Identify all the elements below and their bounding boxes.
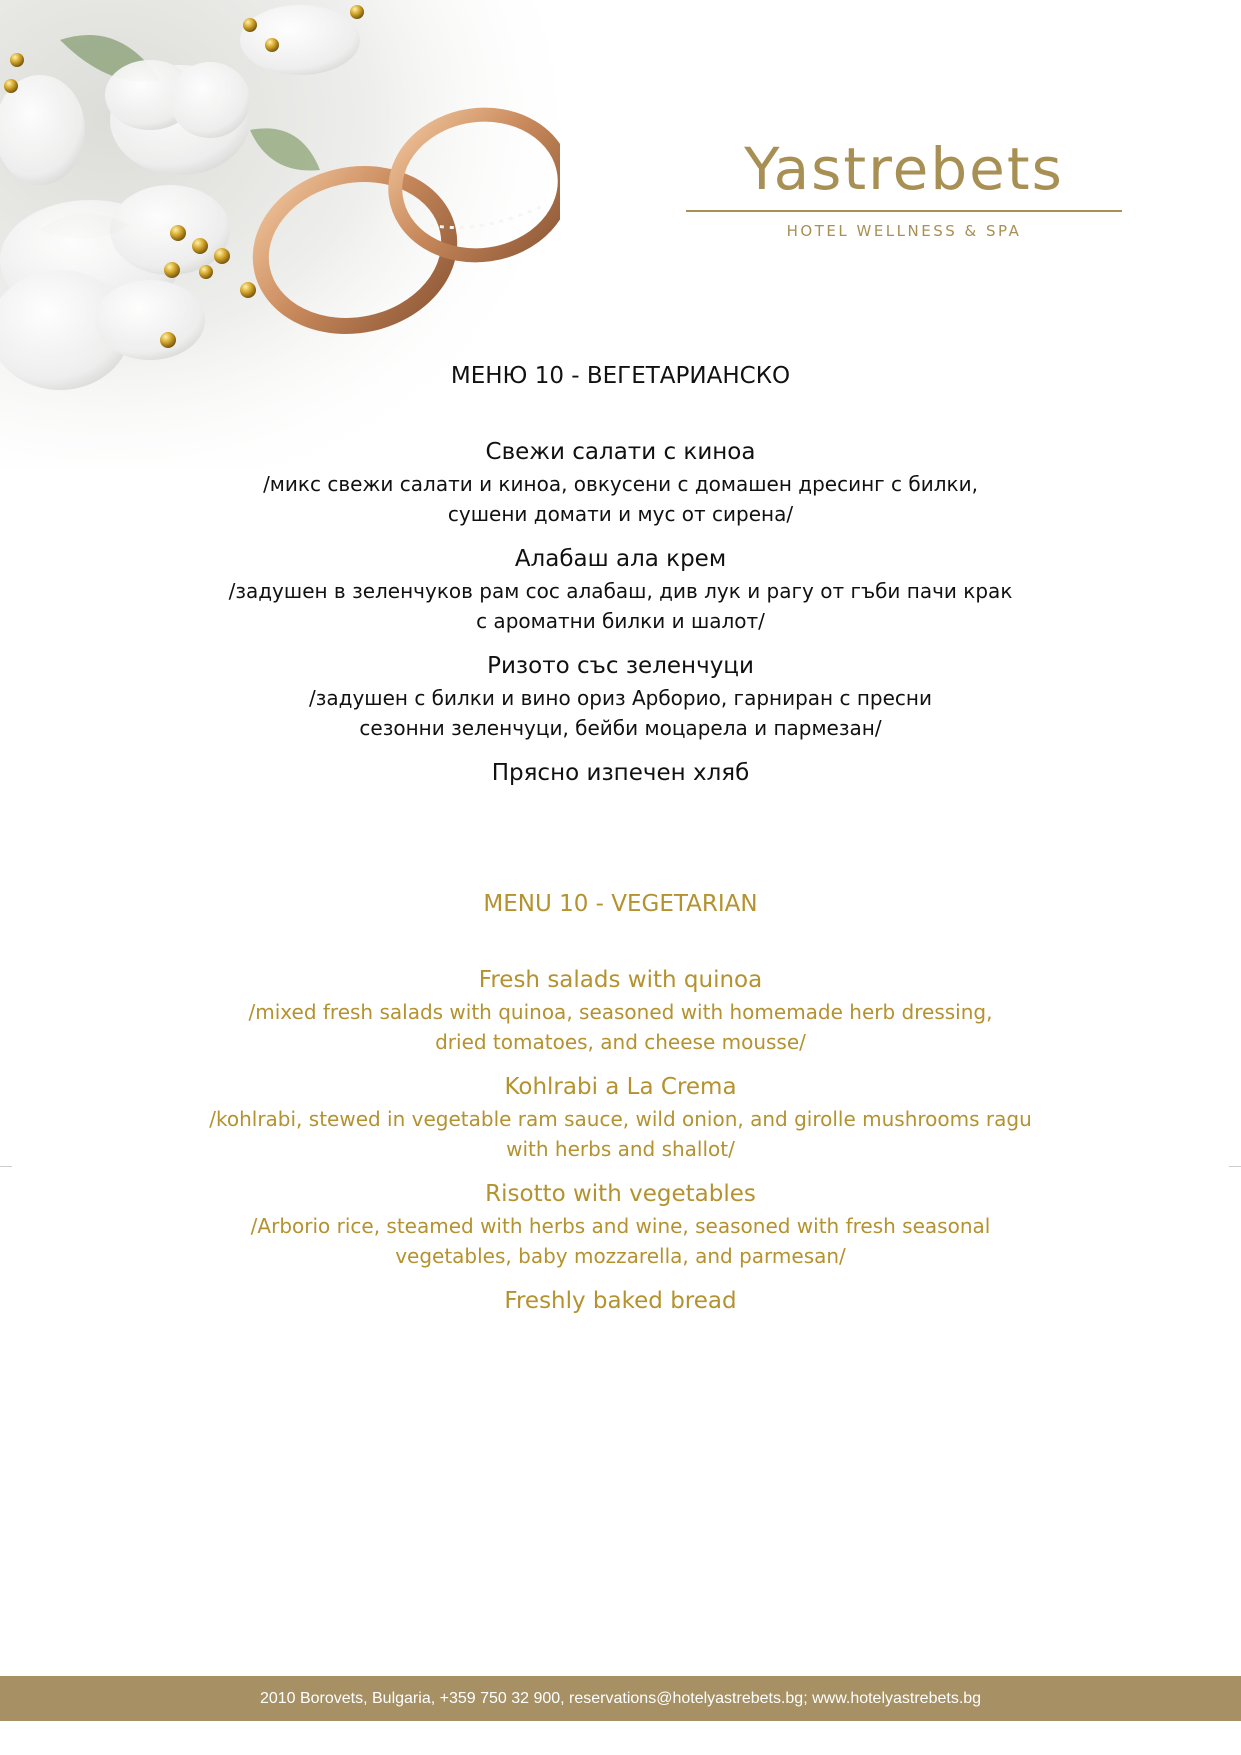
dish-description: /задушен с билки и вино ориз Арборио, гарниран с пресни	[309, 686, 932, 710]
footer-contact-bar: 2010 Borovets, Bulgaria, +359 750 32 900, reservations@hotelyastrebets.bg; www.hotelyastrebets.bg	[0, 1676, 1241, 1721]
dish-name: Прясно изпечен хляб	[491, 760, 750, 786]
crop-mark-left	[0, 1166, 12, 1167]
dish-name: Kohlrabi a La Crema	[504, 1074, 737, 1100]
menu-item	[0, 963, 1241, 1057]
dish-description: с ароматни билки и шалот/	[476, 609, 765, 633]
dish-description: сезонни зеленчуци, бейби моцарела и пармезан/	[359, 716, 882, 740]
dish-name: Алабаш ала крем	[514, 546, 727, 572]
logo-divider	[686, 210, 1122, 212]
menu-item	[0, 542, 1241, 636]
dish-description: dried tomatoes, and cheese mousse/	[435, 1030, 806, 1054]
dish-description: /kohlrabi, stewed in vegetable ram sauce, wild onion, and girolle mushrooms ragu	[209, 1107, 1032, 1131]
menu-item	[0, 1070, 1241, 1164]
dish-name: Ризото със зеленчуци	[487, 653, 754, 679]
dish-name: Freshly baked bread	[504, 1288, 737, 1314]
dish-description: with herbs and shallot/	[506, 1137, 735, 1161]
menu-item	[0, 649, 1241, 743]
dish-name: Свежи салати с киноа	[485, 439, 756, 465]
dish-description: /задушен в зеленчуков рам сос алабаш, див лук и рагу от гъби пачи крак	[228, 579, 1013, 603]
dish-name: Fresh salads with quinoa	[478, 967, 763, 993]
dish-description: /микс свежи салати и киноа, овкусени с домашен дресинг с билки,	[263, 472, 978, 496]
dish-description: /mixed fresh salads with quinoa, seasoned with homemade herb dressing,	[248, 1000, 993, 1024]
menu-item	[0, 1284, 1241, 1318]
menu-english	[0, 888, 1241, 1331]
dish-description: сушени домати и мус от сирена/	[447, 502, 794, 526]
dish-description: /Arborio rice, steamed with herbs and wine, seasoned with fresh seasonal	[250, 1214, 991, 1238]
menu-item	[0, 756, 1241, 790]
menu-item	[0, 435, 1241, 529]
logo-wordmark: Yastrebets	[744, 135, 1064, 203]
menu-title-bg: МЕНЮ 10 - ВЕГЕТАРИАНСКО	[450, 363, 791, 389]
hotel-logo	[686, 135, 1122, 240]
menu-item	[0, 1177, 1241, 1271]
logo-tagline: HOTEL WELLNESS & SPA	[786, 222, 1022, 240]
dish-description: vegetables, baby mozzarella, and parmesan/	[395, 1244, 846, 1268]
crop-mark-right	[1229, 1166, 1241, 1167]
menu-bulgarian	[0, 360, 1241, 803]
menu-title-en: MENU 10 - VEGETARIAN	[483, 891, 758, 917]
dish-name: Risotto with vegetables	[485, 1181, 756, 1207]
